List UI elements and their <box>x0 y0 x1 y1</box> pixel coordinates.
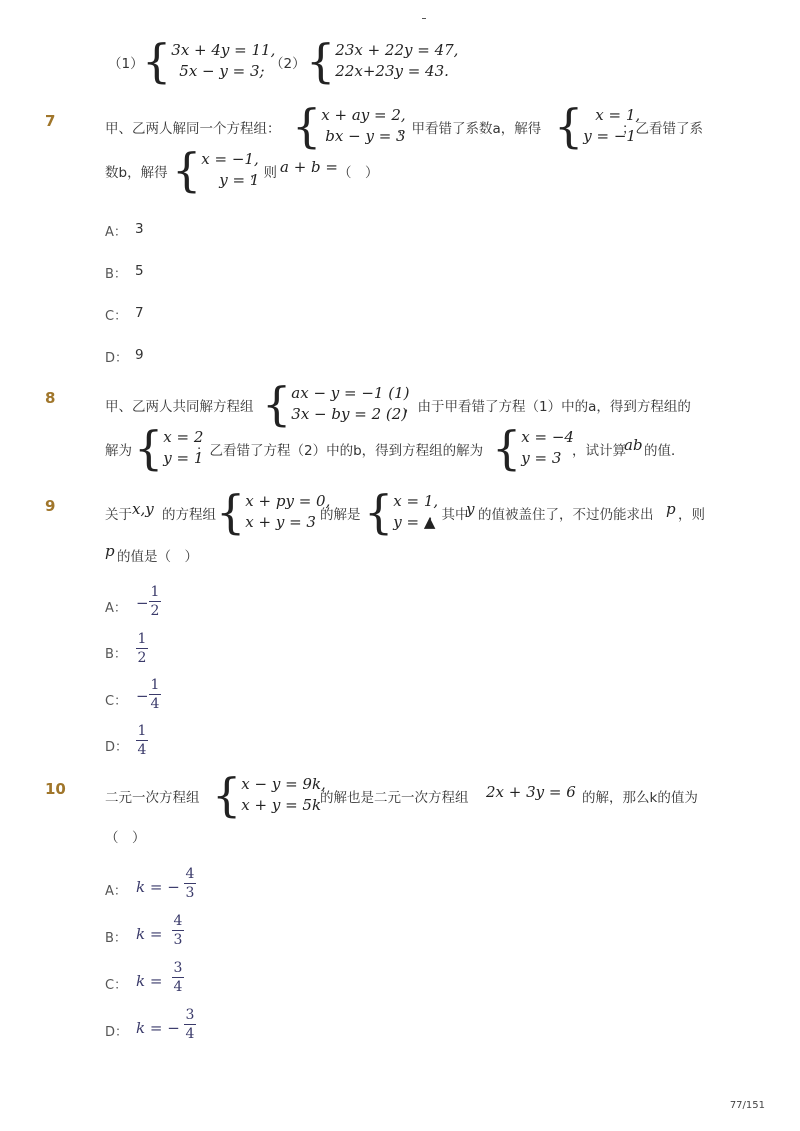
q8-text: 的值． <box>644 443 685 459</box>
numerator: 1 <box>150 677 160 693</box>
q8-system-b: { x = 2 y = 1 <box>134 421 204 475</box>
q8-text: 解为 <box>105 443 132 459</box>
q7-text: （ ） <box>338 165 379 181</box>
q8-text: ；乙看错了方程（2）中的b，得到方程组的解为 <box>196 443 484 459</box>
equation: y = ▲ <box>393 513 436 531</box>
denominator: 3 <box>185 885 195 901</box>
option-letter: D： <box>105 351 129 366</box>
option-lhs: k = − <box>136 1019 180 1037</box>
option-letter: B： <box>105 267 127 282</box>
sys2-label: （2） <box>270 56 306 72</box>
option-lhs: k = − <box>136 878 180 896</box>
q9-text: ，则 <box>678 507 705 523</box>
q9-text: 的值是（ ） <box>117 549 198 565</box>
denominator: 2 <box>150 603 160 619</box>
q10-text: 二元一次方程组 <box>105 790 200 806</box>
q9-system-b: { x = 1, y = ▲ <box>364 485 439 539</box>
option-letter: D： <box>105 740 129 755</box>
system-2: { 23x + 22y = 47, 22x+23y = 43. <box>306 34 459 88</box>
equation: x = −4 <box>521 428 574 446</box>
option-letter: C： <box>105 309 128 324</box>
q8-text: 甲、乙两人共同解方程组 <box>105 399 254 415</box>
option-value[interactable]: 9 <box>135 347 144 363</box>
q7-text: ；乙看错了系 <box>622 121 703 137</box>
q8-system-a: { ax − y = −1 (1) 3x − by = 2 (2) <box>262 377 410 431</box>
option-value[interactable]: 5 <box>135 263 144 279</box>
numerator: 1 <box>150 584 160 600</box>
option-letter: A： <box>105 225 127 240</box>
option-lhs: k = <box>136 972 163 990</box>
equation: ax − y = −1 (1) <box>291 384 410 402</box>
q9-yvar: y <box>466 500 475 518</box>
question-number: 10 <box>45 780 66 798</box>
q9-text: 的值被盖住了，不过仍能求出 <box>478 507 654 523</box>
option-letter: C： <box>105 978 128 993</box>
page-number: 77/151 <box>729 1100 765 1111</box>
option-sign: − <box>136 687 149 705</box>
option-letter: A： <box>105 884 127 899</box>
equation: x = −1, <box>201 150 259 168</box>
numerator: 4 <box>173 913 183 929</box>
equation: y = 1 <box>219 171 260 189</box>
q10-system-a: { x − y = 9k, x + y = 5k <box>212 768 326 822</box>
option-fraction[interactable] <box>149 584 161 619</box>
option-value[interactable]: 3 <box>135 221 144 237</box>
option-letter: A： <box>105 601 127 616</box>
q9-vars: x,y <box>132 500 154 518</box>
equation: x = 1, <box>393 492 439 510</box>
q9-text: ，其中 <box>428 507 469 523</box>
option-fraction[interactable] <box>136 723 148 758</box>
option-sign: − <box>136 594 149 612</box>
q7-system-a: { x + ay = 2, bx − y = 3 <box>292 99 406 153</box>
q9-pvar: p <box>666 500 676 518</box>
q9-text: 的解是 <box>320 507 361 523</box>
equation: y = 3 <box>521 449 562 467</box>
option-lhs: k = <box>136 925 163 943</box>
system-1: { 3x + 4y = 11, 5x − y = 3; <box>142 34 276 88</box>
equation: y = −1 <box>583 127 636 145</box>
numerator: 3 <box>173 960 183 976</box>
equation: y = 1 <box>163 449 204 467</box>
q10-text: （ ） <box>105 830 146 846</box>
denominator: 4 <box>150 696 160 712</box>
equation: x + ay = 2, <box>321 106 406 124</box>
q9-text: 的方程组 <box>162 507 216 523</box>
q7-text: 数b，解得 <box>105 165 168 181</box>
q8-text: ，试计算 <box>572 443 626 459</box>
numerator: 3 <box>185 1007 195 1023</box>
numerator: 1 <box>137 631 147 647</box>
equation: x = 1, <box>595 106 641 124</box>
denominator: 4 <box>185 1026 195 1042</box>
numerator: 1 <box>137 723 147 739</box>
option-fraction[interactable] <box>184 866 196 901</box>
option-value[interactable]: 7 <box>135 305 144 321</box>
equation: x + py = 0, <box>245 492 331 510</box>
denominator: 4 <box>137 742 147 758</box>
equation: 5x − y = 3; <box>179 62 265 80</box>
denominator: 4 <box>173 979 183 995</box>
option-fraction[interactable] <box>149 677 161 712</box>
option-fraction[interactable] <box>136 631 148 666</box>
q7-text: 甲、乙两人解同一个方程组： <box>105 121 281 137</box>
sys1-label: （1） <box>108 56 144 72</box>
q9-pvar: p <box>105 542 115 560</box>
question-number: 8 <box>45 389 56 407</box>
denominator: 2 <box>137 650 147 666</box>
q9-system-a: { x + py = 0, x + y = 3 <box>216 485 331 539</box>
equation: 3x + 4y = 11, <box>171 41 276 59</box>
equation: x = 2 <box>163 428 204 446</box>
q10-text: 的解也是二元一次方程组 <box>320 790 469 806</box>
q10-expression: 2x + 3y = 6 <box>486 783 576 801</box>
q7-text: ，甲看错了系数a，解得 <box>398 121 542 137</box>
option-letter: C： <box>105 694 128 709</box>
question-number: 9 <box>45 497 56 515</box>
q7-system-b: { x = 1, y = −1 <box>554 99 641 153</box>
option-letter: B： <box>105 931 127 946</box>
q9-text: 关于 <box>105 507 132 523</box>
q7-expression: a + b = <box>280 158 338 176</box>
equation: 22x+23y = 43. <box>335 62 449 80</box>
q8-expression: ab <box>624 436 643 454</box>
equation: x + y = 3 <box>245 513 316 531</box>
header-mark <box>422 18 426 19</box>
option-letter: D： <box>105 1025 129 1040</box>
option-fraction[interactable] <box>172 960 184 995</box>
q10-text: 的解，那么k的值为 <box>582 790 698 806</box>
question-number: 7 <box>45 112 56 130</box>
q8-system-c: { x = −4 y = 3 <box>492 421 574 475</box>
denominator: 3 <box>173 932 183 948</box>
equation: bx − y = 3 <box>325 127 406 145</box>
equation: x + y = 5k <box>241 796 322 814</box>
option-fraction[interactable] <box>184 1007 196 1042</box>
numerator: 4 <box>185 866 195 882</box>
q7-text: ，则 <box>250 165 277 181</box>
q8-text: ，由于甲看错了方程（1）中的a，得到方程组的 <box>404 399 691 415</box>
option-letter: B： <box>105 647 127 662</box>
option-fraction[interactable] <box>172 913 184 948</box>
equation: 3x − by = 2 (2) <box>291 405 408 423</box>
equation: x − y = 9k, <box>241 775 326 793</box>
equation: 23x + 22y = 47, <box>335 41 459 59</box>
q7-system-c: { x = −1, y = 1 <box>172 143 260 197</box>
